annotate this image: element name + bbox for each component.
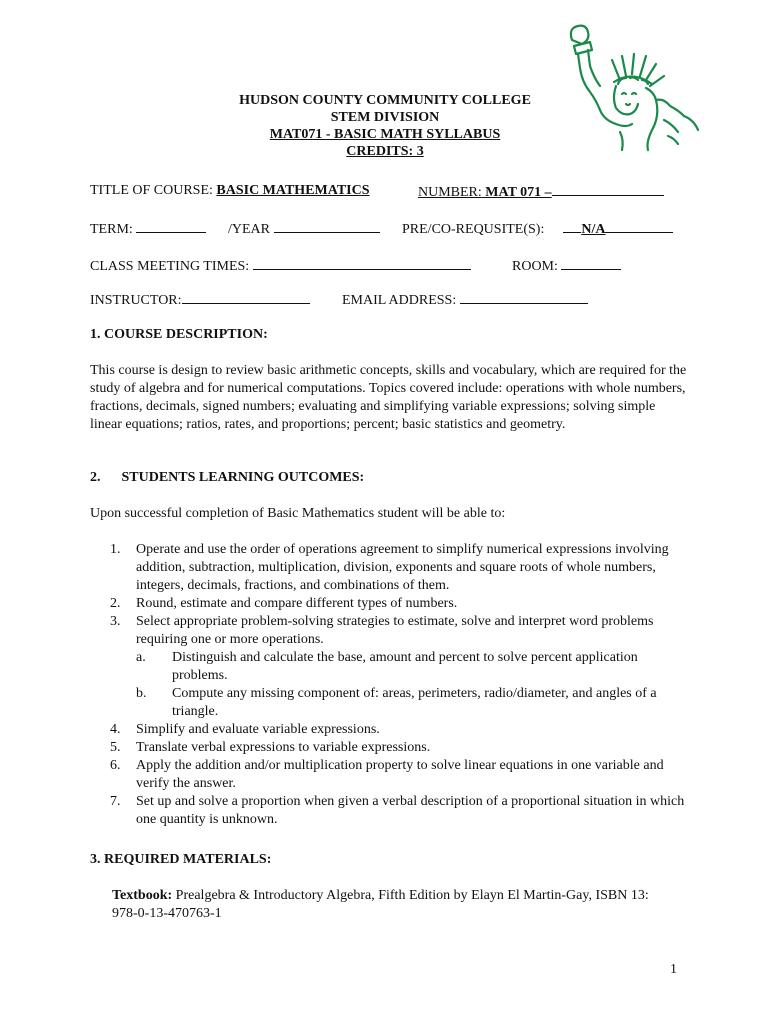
outcomes-list <box>110 541 690 829</box>
room-field <box>512 257 621 275</box>
title-label: TITLE OF COURSE: <box>90 183 213 198</box>
textbook-text: Prealgebra & Introductory Algebra, Fifth Edition by Elayn El Martin-Gay, ISBN 13: 978-0-13-470763-1 <box>112 888 649 921</box>
list-item: 2. Round, estimate and compare different types of numbers. <box>110 596 458 611</box>
page-number: 1 <box>670 962 677 977</box>
list-item: 3. Select appropriate problem-solving strategies to estimate, solve and interpret word problems requiring one or more operations. a. Distinguish and calculate the base, amount and percent to solve percent application problems. b. Compute any missing component of: areas, perimeters, radio/diameter, and angles of a triangle. <box>110 613 690 721</box>
prereq-label: PRE/CO-REQUSITE(S): <box>402 222 545 237</box>
meeting-label: CLASS MEETING TIMES: <box>90 259 250 274</box>
required-materials-heading: 3. REQUIRED MATERIALS: <box>90 852 272 867</box>
term-field <box>90 220 206 238</box>
year-blank[interactable] <box>274 220 380 233</box>
term-blank[interactable] <box>136 220 206 233</box>
textbook-label: Textbook: <box>112 888 173 903</box>
room-label: ROOM: <box>512 259 558 274</box>
sub-list-item: a. Distinguish and calculate the base, amount and percent to solve percent application problems. <box>136 650 638 683</box>
instructor-field <box>90 291 310 309</box>
course-description-heading: 1. COURSE DESCRIPTION: <box>90 327 268 342</box>
learning-outcomes-heading <box>90 470 364 486</box>
list-item: 1. Operate and use the order of operations agreement to simplify numerical expressions involving addition, subtraction, multiplication, division, exponents and square roots of whole numbers, integers, decimals, fractions, and combinations of them. <box>110 542 669 593</box>
textbook-info <box>112 887 672 923</box>
division-name: STEM DIVISION <box>330 110 440 125</box>
syllabus-title: MAT071 - BASIC MATH SYLLABUS <box>269 127 501 142</box>
learning-outcomes-number: 2. <box>90 470 101 485</box>
college-name: HUDSON COUNTY COMMUNITY COLLEGE <box>239 93 531 108</box>
email-field <box>342 291 588 309</box>
title-value: BASIC MATHEMATICS <box>216 183 370 198</box>
credits: CREDITS: 3 <box>346 144 424 159</box>
list-item: 6. Apply the addition and/or multiplication property to solve linear equations in one variable and verify the answer. <box>110 758 664 791</box>
year-field <box>228 220 380 238</box>
meeting-blank[interactable] <box>253 257 471 270</box>
term-label: TERM: <box>90 222 133 237</box>
email-blank[interactable] <box>460 291 588 304</box>
instructor-blank[interactable] <box>182 291 310 304</box>
instructor-label: INSTRUCTOR: <box>90 293 182 308</box>
prerequisite-field <box>402 220 673 238</box>
course-description-text: This course is design to review basic arithmetic concepts, skills and vocabulary, which are required for the study of algebra and for numerical computations. Topics covered include: operations with whole numbers, fractions, decimals, signed numbers; evaluating and simplifying variable expressions; solving simple linear equations; ratios, rates, and proportions; percent; basic statistics and geometry. <box>90 363 687 432</box>
prereq-value: N/A <box>581 222 606 237</box>
outcomes-intro: Upon successful completion of Basic Mathematics student will be able to: <box>90 506 506 521</box>
course-number-field <box>418 183 664 201</box>
email-label: EMAIL ADDRESS: <box>342 293 457 308</box>
sub-list-item: b. Compute any missing component of: areas, perimeters, radio/diameter, and angles of a triangle. <box>136 686 657 719</box>
list-item: 5. Translate verbal expressions to variable expressions. <box>110 740 431 755</box>
number-value: MAT 071 – <box>481 185 552 200</box>
list-item: 4. Simplify and evaluate variable expressions. <box>110 722 380 737</box>
learning-outcomes-title: STUDENTS LEARNING OUTCOMES: <box>121 470 365 485</box>
number-blank[interactable] <box>552 183 664 196</box>
title-of-course-field <box>90 183 370 199</box>
number-label: NUMBER: <box>418 185 482 200</box>
year-label: /YEAR <box>228 222 270 237</box>
class-meeting-times-field <box>90 257 471 275</box>
room-blank[interactable] <box>561 257 621 270</box>
document-header <box>175 92 595 160</box>
list-item: 7. Set up and solve a proportion when given a verbal description of a proportional situation in which one quantity is unknown. <box>110 794 685 827</box>
